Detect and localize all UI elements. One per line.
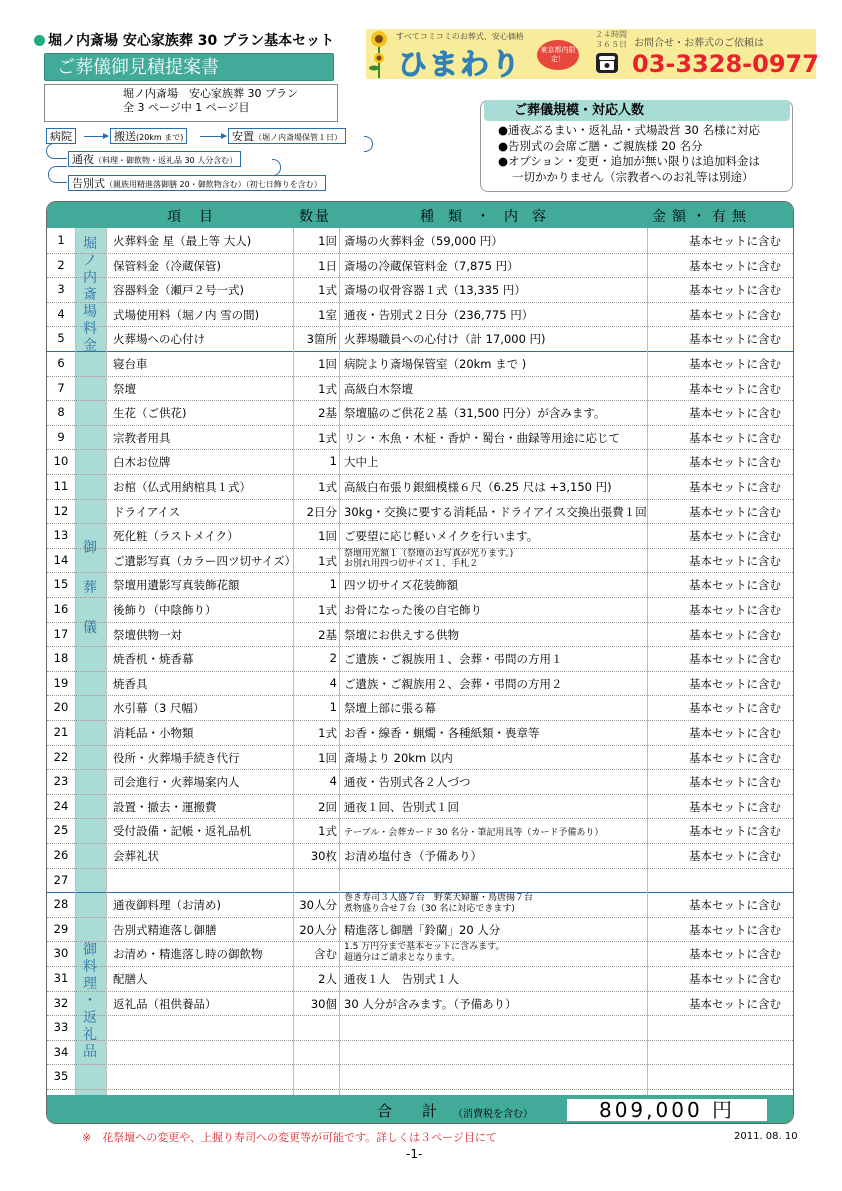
scale-item: ● 告別式の会席ご膳・ご親族様 20 名分 <box>498 139 760 155</box>
row-item: お清め・精進落し時の御飲物 <box>113 947 263 962</box>
row-amount: 基本セットに含む <box>689 676 781 691</box>
table-row <box>47 1015 793 1041</box>
table-row <box>47 646 793 672</box>
row-number: 4 <box>57 306 65 321</box>
row-amount: 基本セットに含む <box>689 234 781 248</box>
flow-connector <box>364 136 373 152</box>
table-row <box>47 523 793 549</box>
table-row <box>47 400 793 426</box>
row-item: 式場使用料（堀ノ内 雪の間) <box>113 307 260 322</box>
flow-step-transport: 搬送(20km まで) <box>110 128 187 144</box>
row-item: 司会進行・火葬場案内人 <box>113 775 240 790</box>
company-tagline: すべてコミコミのお葬式、安心価格 <box>396 32 524 41</box>
row-number: 28 <box>53 897 69 912</box>
row-item: 保管料金（冷蔵保管) <box>113 258 221 273</box>
table-header <box>47 202 793 228</box>
row-number: 15 <box>53 577 69 592</box>
row-amount: 基本セットに含む <box>689 455 781 470</box>
row-description: 斎場の収骨容器１式（13,335 円） <box>344 283 526 298</box>
flow-step-hospital: 病院 <box>46 128 76 144</box>
row-quantity: 1回 <box>318 357 337 371</box>
row-quantity: 2基 <box>318 627 337 642</box>
row-amount: 基本セットに含む <box>689 922 781 937</box>
document-title: 堀ノ内斎場 安心家族葬 30 プラン基本セット <box>34 30 334 50</box>
row-description: 巻き寿司３人盛７台 野菜天婦羅・鳥唐揚７台 煮物盛り合せ７台（30 名に対応できます) <box>344 893 534 914</box>
row-item: 役所・火葬場手続き代行 <box>113 750 240 765</box>
row-number: 10 <box>53 454 69 469</box>
row-amount: 基本セットに含む <box>689 824 781 839</box>
row-quantity: 2回 <box>318 799 337 814</box>
info-line-1: 堀ノ内斎場 安心家族葬 30 プラン <box>123 87 298 100</box>
row-description: 高級白布張り銀細模様６尺（6.25 尺は +3,150 円) <box>344 480 612 494</box>
row-amount: 基本セットに含む <box>689 701 781 716</box>
group-char: 料 <box>83 321 97 337</box>
table-row <box>47 572 793 598</box>
row-description: 通夜１回、告別式１回 <box>344 799 459 814</box>
header-desc: 種類・内容 <box>420 209 560 225</box>
row-description: 斎場の冷蔵保管料金（7,875 円） <box>344 258 519 273</box>
row-quantity: 1式 <box>318 480 337 494</box>
group-label-funeral <box>80 528 100 648</box>
row-amount: 基本セットに含む <box>689 799 781 814</box>
row-number: 6 <box>57 356 65 370</box>
row-item: 配膳人 <box>113 972 148 986</box>
row-amount: 基本セットに含む <box>689 406 781 421</box>
row-description: 火葬場職員への心付け（計 17,000 円) <box>344 332 546 347</box>
row-amount: 基本セットに含む <box>689 258 781 273</box>
row-number: 14 <box>53 552 69 567</box>
group-char: 返 <box>83 1010 97 1026</box>
group-label-venue <box>80 236 100 355</box>
group-char: 内 <box>83 270 97 286</box>
scale-list <box>498 123 760 185</box>
row-item: ドライアイス <box>113 504 181 519</box>
estimate-title: ご葬儀御見積提案書 <box>44 53 334 81</box>
group-char: 料 <box>83 959 97 975</box>
row-amount: 基本セットに含む <box>689 750 781 765</box>
table-row <box>47 376 793 402</box>
row-amount: 基本セットに含む <box>689 726 781 740</box>
group-char: 儀 <box>83 620 97 636</box>
row-description: リン・木魚・木柾・香炉・蜀台・曲録等用途に応じて <box>344 430 620 445</box>
row-number: 18 <box>53 651 69 666</box>
row-item: 祭壇用遺影写真装飾花額 <box>113 578 240 593</box>
row-amount: 基本セットに含む <box>689 357 781 371</box>
row-quantity: 1 <box>329 454 337 469</box>
row-amount: 基本セットに含む <box>689 480 781 494</box>
row-description: 祭壇脇のご供花２基（31,500 円分）が含みます。 <box>344 406 606 421</box>
row-number: 34 <box>53 1044 69 1059</box>
row-description: ご遺族・ご親族用２、会葬・弔問の方用２ <box>344 676 563 691</box>
row-number: 12 <box>53 503 69 518</box>
row-quantity: 4 <box>329 675 337 690</box>
table-row <box>47 745 793 771</box>
footer-note: ※ 花祭壇への変更や、上握り寿司への変更等が可能です。詳しくは３ページ目にて <box>82 1131 497 1144</box>
row-quantity: 1式 <box>318 726 337 740</box>
table-row <box>47 720 793 746</box>
table-row <box>47 892 793 918</box>
row-quantity: 1式 <box>318 603 337 617</box>
row-description: テーブル・会葬カード 30 名分・筆記用具等（カード予備あり） <box>344 828 604 839</box>
table-row <box>47 1064 793 1090</box>
row-description: 斎場より 20km 以内 <box>344 750 453 765</box>
row-item: 焼香机・焼香幕 <box>113 652 194 667</box>
row-description: ご遺族・ご親族用１、会葬・弔問の方用１ <box>344 652 563 667</box>
table-row <box>47 499 793 525</box>
row-quantity: 2基 <box>318 406 337 421</box>
table-row <box>47 277 793 303</box>
row-item: 消耗品・小物類 <box>113 726 194 740</box>
row-amount: 基本セットに含む <box>689 603 781 617</box>
row-number: 16 <box>53 602 69 616</box>
estimate-table <box>46 201 794 1124</box>
row-description: 通夜・告別式２日分（236,775 円） <box>344 307 534 322</box>
row-description: お清め塩付き（予備あり） <box>344 849 482 863</box>
group-char: 礼 <box>83 1027 97 1043</box>
total-note: （消費税を含む） <box>453 1109 533 1120</box>
row-amount: 基本セットに含む <box>689 504 781 519</box>
scale-item: 一切かかりません（宗教者へのお礼等は別途） <box>512 169 754 184</box>
row-item: 白木お位牌 <box>113 455 171 470</box>
row-quantity: 1式 <box>318 283 337 298</box>
row-number: 30 <box>53 946 69 961</box>
table-row <box>47 769 793 795</box>
row-number: 3 <box>57 282 65 297</box>
arrow-right-icon <box>200 136 226 137</box>
header-qty: 数量 <box>299 209 331 225</box>
bullet-dot-icon <box>34 35 45 46</box>
group-char: 御 <box>83 540 97 556</box>
table-row <box>47 1040 793 1066</box>
row-quantity: 30枚 <box>310 849 337 863</box>
row-item: 火葬料金 星（最上等 大人) <box>113 234 252 248</box>
row-item: 焼香具 <box>113 676 148 691</box>
row-item: 返礼品（祖供養品） <box>113 996 217 1011</box>
row-item: 火葬場への心付け <box>113 332 205 347</box>
row-quantity: 2 <box>329 651 337 666</box>
flow-connector <box>48 166 67 183</box>
row-amount: 基本セットに含む <box>689 332 781 347</box>
group-char: 場 <box>83 304 97 320</box>
row-quantity: 30個 <box>310 996 337 1011</box>
row-number: 26 <box>53 848 69 862</box>
flow-step-wake: 通夜（料理・御飲物・返礼品 30 人分含む） <box>68 151 241 167</box>
row-item: 宗教者用具 <box>113 430 171 445</box>
row-number: 17 <box>53 626 69 641</box>
table-row <box>47 597 793 623</box>
table-row <box>47 351 793 377</box>
table-row <box>47 843 793 869</box>
row-description: 精進落し御膳「鈴蘭」20 人分 <box>344 922 501 937</box>
row-quantity: 含む <box>314 947 337 962</box>
row-number: 25 <box>53 823 69 838</box>
row-number: 5 <box>57 331 65 346</box>
row-number: 24 <box>53 798 69 813</box>
contact-label: お問合せ・お葬式のご依頼は <box>634 38 764 49</box>
row-amount: 基本セットに含む <box>689 283 781 298</box>
header-item: 項目 <box>167 209 231 225</box>
row-item: 通夜御料理（お清め) <box>113 898 221 913</box>
row-number: 21 <box>53 725 69 739</box>
row-item: 祭壇 <box>113 381 136 396</box>
scale-item: ● 通夜ぶるまい・返礼品・式場設営 30 名様に対応 <box>498 123 760 139</box>
row-description: お骨になった後の自宅飾り <box>344 603 482 617</box>
row-item: 後飾り（中陰飾り） <box>113 603 217 617</box>
row-number: 9 <box>57 429 65 444</box>
row-quantity: 1日 <box>318 258 337 273</box>
row-quantity: 30人分 <box>299 898 337 913</box>
row-number: 33 <box>53 1020 69 1035</box>
row-number: 23 <box>53 774 69 789</box>
row-description: 斎場の火葬料金（59,000 円） <box>344 234 503 248</box>
table-row <box>47 671 793 697</box>
row-description: 1.5 万円分まで基本セットに含みます。 超過分はご請求となります。 <box>344 942 505 963</box>
row-description: 高級白木祭壇 <box>344 381 413 396</box>
table-row <box>47 622 793 648</box>
row-amount: 基本セットに含む <box>689 652 781 667</box>
row-item: 祭壇供物一対 <box>113 627 182 642</box>
table-row <box>47 302 793 328</box>
flow-step-funeral: 告別式（親族用精進落御膳 20・御飲物含む）（初七日飾りを含む） <box>68 175 326 191</box>
row-amount: 基本セットに含む <box>689 430 781 445</box>
row-amount: 基本セットに含む <box>689 849 781 863</box>
group-char: 葬 <box>83 580 97 596</box>
row-number: 19 <box>53 675 69 690</box>
row-quantity: 1回 <box>318 529 337 544</box>
row-amount: 基本セットに含む <box>689 307 781 322</box>
scale-item: ● オプション・変更・追加が無い限りは追加料金は <box>498 154 760 170</box>
table-row <box>47 991 793 1017</box>
row-item: 生花（ご供花) <box>113 406 187 421</box>
row-number: 31 <box>53 971 69 985</box>
row-description: 30kg・交換に要する消耗品・ドライアイス交換出張費１回 <box>344 504 647 519</box>
limited-badge: 東京都内限定！ <box>537 40 579 70</box>
footer-date: 2011. 08. 10 <box>734 1131 798 1142</box>
row-amount: 基本セットに含む <box>689 898 781 913</box>
row-amount: 基本セットに含む <box>689 972 781 986</box>
phone-number[interactable]: 03-3328-0977 <box>632 50 819 78</box>
row-number: 35 <box>53 1069 69 1084</box>
table-row <box>47 326 793 352</box>
row-amount: 基本セットに含む <box>689 578 781 593</box>
row-quantity: 1回 <box>318 234 337 248</box>
table-row <box>47 818 793 844</box>
group-char: 堀 <box>83 236 97 252</box>
row-quantity: 1 <box>329 700 337 715</box>
table-row <box>47 917 793 943</box>
header-amount: 金額・有無 <box>652 209 752 225</box>
row-amount: 基本セットに含む <box>689 775 781 790</box>
row-amount: 基本セットに含む <box>689 553 781 568</box>
table-row <box>47 868 793 894</box>
table-row <box>47 474 793 500</box>
row-number: 20 <box>53 700 69 715</box>
row-quantity: 1式 <box>318 553 337 568</box>
row-amount: 基本セットに含む <box>689 529 781 544</box>
row-quantity: 1式 <box>318 381 337 396</box>
row-number: 1 <box>57 233 65 247</box>
company-name: ひまわり <box>398 47 523 81</box>
row-description: 四ツ切サイズ花装飾額 <box>344 578 459 593</box>
group-char: 御 <box>83 942 97 958</box>
table-row <box>47 548 793 574</box>
row-quantity: 2日分 <box>306 504 337 519</box>
group-char: 斎 <box>83 287 97 303</box>
row-description: お香・線香・蝋燭・各種紙類・喪章等 <box>344 726 540 740</box>
row-amount: 基本セットに含む <box>689 627 781 642</box>
arrow-right-icon <box>84 136 108 137</box>
row-item: 死化粧（ラストメイク） <box>113 529 239 544</box>
row-number: 27 <box>53 872 69 887</box>
row-item: 水引幕（3 尺幅） <box>113 701 205 716</box>
row-number: 11 <box>53 479 69 493</box>
group-label-meals <box>80 942 100 1061</box>
row-description: 祭壇用光額１（祭壇のお写真が光ります。) お別れ用四つ切サイズ１、手札２ <box>344 548 514 570</box>
row-description: 大中上 <box>344 455 379 470</box>
table-row <box>47 794 793 820</box>
group-char: ・ <box>83 993 97 1009</box>
row-quantity: 1式 <box>318 430 337 445</box>
row-amount: 基本セットに含む <box>689 947 781 962</box>
flow-step-repose: 安置（堀ノ内斎場保管１日） <box>228 128 346 144</box>
group-char: 金 <box>83 338 97 354</box>
table-row <box>47 228 793 254</box>
table-row <box>47 425 793 451</box>
table-row <box>47 695 793 721</box>
row-description: 通夜１人 告別式１人 <box>344 972 459 986</box>
row-quantity: 3箇所 <box>306 332 337 347</box>
row-description: 祭壇上部に張る幕 <box>344 701 436 716</box>
row-description: ご要望に応じ軽いメイクを行います。 <box>344 529 539 544</box>
row-number: 13 <box>53 528 69 543</box>
sunflower-icon <box>368 30 390 78</box>
row-item: ご遺影写真（カラー四ツ切サイズ） <box>113 553 297 568</box>
row-item: 容器料金（瀬戸２号一式) <box>113 283 244 298</box>
row-item: 告別式精進落し御膳 <box>113 922 217 937</box>
table-row <box>47 966 793 992</box>
table-row <box>47 253 793 279</box>
table-row <box>47 449 793 475</box>
group-char: ノ <box>83 253 97 269</box>
row-item: 寝台車 <box>113 357 148 371</box>
row-quantity: 1回 <box>318 750 337 765</box>
phone-icon <box>596 53 618 73</box>
flow-connector <box>272 159 281 176</box>
row-number: 32 <box>53 995 69 1010</box>
group-char: 品 <box>83 1044 97 1060</box>
row-description: 30 人分が含みます。（予備あり） <box>344 996 517 1011</box>
row-amount: 基本セットに含む <box>689 381 781 396</box>
scale-title: ご葬儀規模・対応人数 <box>484 100 790 121</box>
row-number: 29 <box>53 921 69 936</box>
row-description: 通夜・告別式各２人づつ <box>344 775 471 790</box>
row-quantity: 4 <box>329 774 337 789</box>
row-description: 病院より斎場保管室（20km まで ) <box>344 357 527 371</box>
row-number: 22 <box>53 749 69 764</box>
row-item: お棺（仏式用納棺具１式） <box>113 480 251 494</box>
row-item: 会葬礼状 <box>113 849 159 863</box>
total-label: 合計 <box>377 1102 468 1120</box>
row-item: 設置・撤去・運搬費 <box>113 799 217 814</box>
total-amount: 809,000 円 <box>567 1099 767 1121</box>
row-quantity: 2人 <box>318 972 337 986</box>
group-char: 理 <box>83 976 97 992</box>
estimate-info <box>44 84 338 122</box>
row-quantity: 1 <box>329 577 337 592</box>
row-quantity: 1式 <box>318 824 337 839</box>
row-item: 受付設備・記帳・返礼品机 <box>113 824 251 839</box>
row-amount: 基本セットに含む <box>689 996 781 1011</box>
page-number: -1- <box>406 1147 423 1161</box>
flow-connector <box>46 143 67 159</box>
info-line-2: 全 3 ページ中 1 ページ目 <box>123 101 250 114</box>
hours-label: ２４時間 ３６５日 <box>595 30 627 49</box>
row-number: 2 <box>57 257 65 272</box>
row-description: 祭壇にお供えする供物 <box>344 627 459 642</box>
table-row <box>47 941 793 967</box>
row-number: 7 <box>57 380 65 395</box>
row-number: 8 <box>57 405 65 420</box>
row-quantity: 1室 <box>318 307 337 322</box>
row-quantity: 20人分 <box>299 922 337 937</box>
